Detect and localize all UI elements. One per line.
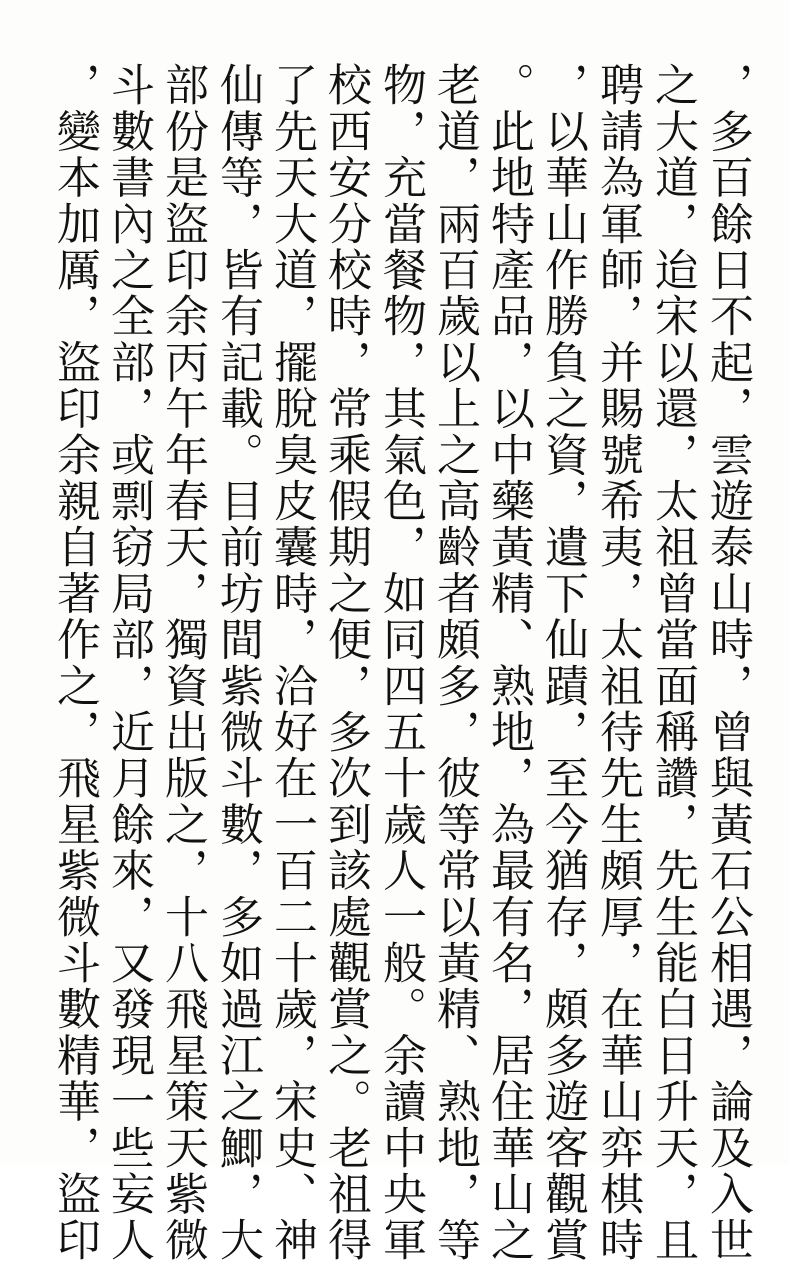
- text-column-1: ，多百餘日不起，雲遊泰山時，曾與黃石公相遇，論及入世: [702, 62, 753, 1263]
- text-column-6: 老道，兩百歲以上之高齡者頗多，彼等常以黃精、熟地，等: [429, 62, 480, 1263]
- text-column-12: 斗數書內之全部，或剽窃局部，近月餘來，又發現一些妄人: [103, 62, 154, 1263]
- text-column-13: ，變本加厲，盜印余親自著作之，飛星紫微斗數精華，盜印: [49, 62, 100, 1263]
- text-column-10: 仙傳等，皆有記載。目前坊間紫微斗數，多如過江之鯽，大: [212, 62, 263, 1263]
- text-column-9: 了先天大道，擺脫臭皮囊時，洽好在一百二十歲，宋史、神: [266, 62, 317, 1263]
- text-column-5: 。此地特產品，以中藥黃精、熟地，為最有名，居住華山之: [483, 62, 534, 1263]
- text-column-8: 校西安分校時，常乘假期之便，多次到該處觀賞之。老祖得: [320, 62, 371, 1263]
- text-column-7: 物，充當餐物，其氣色，如同四五十歲人一般。余讀中央軍: [375, 62, 426, 1263]
- text-column-11: 部份是盜印余丙午年春天，獨資出版之，十八飛星策天紫微: [157, 62, 208, 1263]
- text-column-3: 聘請為軍師，并賜號希夷，太祖待先生頗厚，在華山弈棋時: [592, 62, 643, 1263]
- text-column-2: 之大道，迨宋以還，太祖曾當面稱讚，先生能白日升天，且: [647, 62, 698, 1263]
- text-column-4: ，以華山作勝負之資，遺下仙蹟，至今猶存，頗多遊客觀賞: [537, 62, 588, 1263]
